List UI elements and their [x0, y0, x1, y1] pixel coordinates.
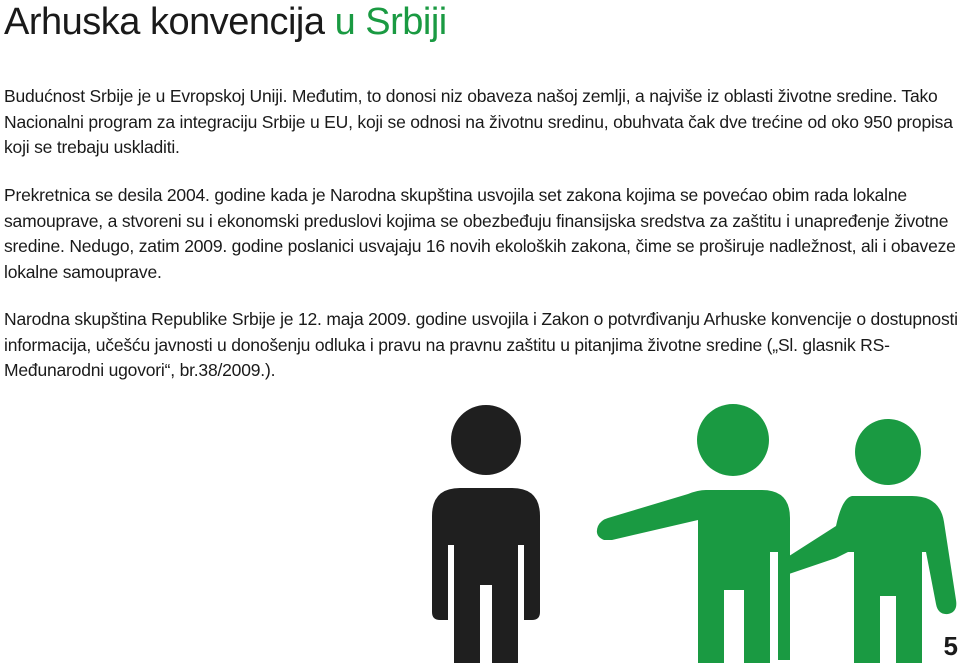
- page-title: [4, 0, 447, 44]
- person-dark-icon: [432, 405, 540, 663]
- paragraph-aarhus-ratification: Narodna skupština Republike Srbije je 12. maja 2009. godine usvojila i Zakon o potvrđivanju Arhuske konvencije o dostupnosti informacija, učešću javnosti u donošenju odluka i pravu na pravnu zaštitu u pitanjima životne sredine („Sl. glasnik RS-Međunarodni ugovori“, br.38/2009.).: [4, 309, 958, 380]
- page-number: 5: [943, 631, 958, 661]
- person-green-pointing-icon: [597, 404, 790, 663]
- paragraph-turning-point: Prekretnica se desila 2004. godine kada je Narodna skupština usvojila set zakona kojima se povećao obim rada lokalne samouprave, a stvoreni su i ekonomski preduslovi kojima se obezbeđuju finansijska sredstva za zaštitu i unapređenje životne sredine. Nedugo, zatim 2009. godine poslanici usvajaju 16 novih ekoloških zakona, čime se proširuje nadležnost, ali i obaveze lokalne samouprave.: [4, 185, 956, 282]
- title-main: Arhuska konvencija: [4, 1, 325, 43]
- person-green-icon: [786, 419, 956, 663]
- people-illustration: [0, 395, 960, 663]
- title-accent: u Srbiji: [334, 1, 447, 43]
- paragraph-intro: Budućnost Srbije je u Evropskoj Uniji. Međutim, to donosi niz obaveza našoj zemlji, a najviše iz oblasti životne sredine. Tako Nacionalni program za integraciju Srbije u EU, koji se odnosi na životnu sredinu, obuhvata čak dve trećine od oko 950 propisa koji se trebaju uskladiti.: [4, 86, 953, 157]
